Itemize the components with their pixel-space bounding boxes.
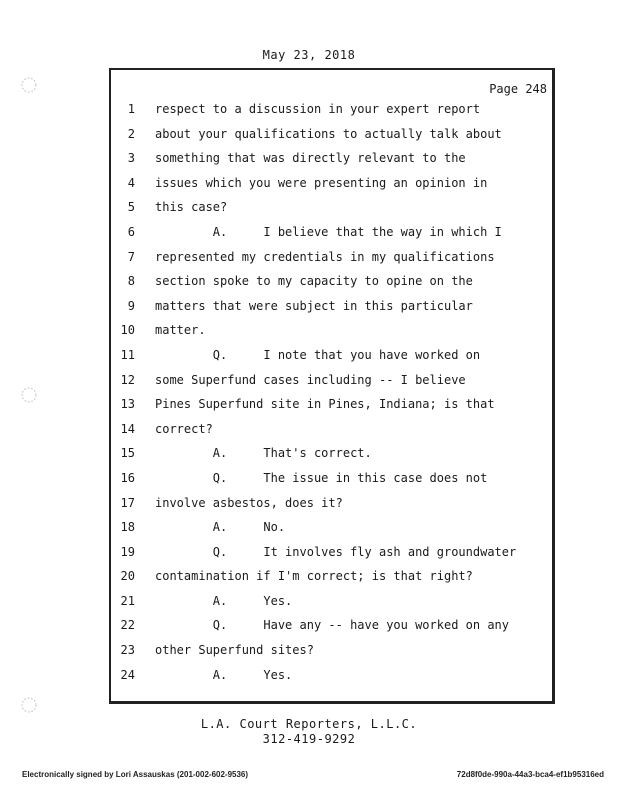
transcript-line bbox=[109, 397, 555, 422]
transcript-line bbox=[109, 176, 555, 201]
line-text: some Superfund cases including -- I believe bbox=[155, 372, 466, 387]
document-id: 72d8f0de-990a-44a3-bca4-ef1b95316ed bbox=[456, 770, 604, 779]
line-text: matters that were subject in this particular bbox=[155, 298, 473, 313]
transcript-line bbox=[109, 422, 555, 447]
line-number: 4 bbox=[127, 175, 135, 190]
line-number: 18 bbox=[120, 520, 135, 535]
line-text: section spoke to my capacity to opine on the bbox=[155, 274, 473, 289]
line-text: other Superfund sites? bbox=[155, 643, 314, 658]
deposition-date: May 23, 2018 bbox=[262, 48, 356, 62]
transcript-line bbox=[109, 323, 555, 348]
electronic-signature: Electronically signed by Lori Assauskas (201-002-602-9536) bbox=[22, 770, 249, 779]
punch-hole-mark-top bbox=[20, 76, 38, 94]
line-number: 11 bbox=[120, 347, 135, 362]
transcript-line bbox=[109, 446, 555, 471]
transcript-line bbox=[109, 299, 555, 324]
line-number: 13 bbox=[120, 397, 135, 412]
line-number: 2 bbox=[127, 126, 135, 141]
court-reporter-phone: 312-419-9292 bbox=[262, 732, 356, 746]
transcript-line bbox=[109, 373, 555, 398]
transcript-line bbox=[109, 643, 555, 668]
line-text: this case? bbox=[155, 200, 228, 215]
transcript-line bbox=[109, 151, 555, 176]
transcript-line bbox=[109, 496, 555, 521]
line-text: correct? bbox=[155, 421, 213, 436]
transcript-line bbox=[109, 471, 555, 496]
line-number: 19 bbox=[120, 544, 135, 559]
line-text: A. Yes. bbox=[155, 667, 293, 682]
line-number: 6 bbox=[127, 224, 135, 239]
transcript-line bbox=[109, 127, 555, 152]
line-text: involve asbestos, does it? bbox=[155, 495, 343, 510]
court-reporter-name: L.A. Court Reporters, L.L.C. bbox=[200, 717, 418, 731]
line-number: 12 bbox=[120, 372, 135, 387]
line-text: Q. The issue in this case does not bbox=[155, 470, 488, 485]
line-text: about your qualifications to actually talk about bbox=[155, 126, 502, 141]
line-text: Q. Have any -- have you worked on any bbox=[155, 618, 510, 633]
line-text: something that was directly relevant to the bbox=[155, 151, 466, 166]
line-text: Pines Superfund site in Pines, Indiana; is that bbox=[155, 397, 495, 412]
line-text: A. No. bbox=[155, 520, 286, 535]
line-text: matter. bbox=[155, 323, 206, 338]
line-number: 22 bbox=[120, 618, 135, 633]
page-number: Page 248 bbox=[489, 82, 547, 96]
transcript-line bbox=[109, 545, 555, 570]
line-text: Q. I note that you have worked on bbox=[155, 347, 481, 362]
line-number: 21 bbox=[120, 593, 135, 608]
line-text: A. That's correct. bbox=[155, 446, 372, 461]
line-text: respect to a discussion in your expert report bbox=[155, 102, 481, 116]
line-number: 5 bbox=[127, 200, 135, 215]
line-number: 24 bbox=[120, 667, 135, 682]
line-text: Q. It involves fly ash and groundwater bbox=[155, 544, 517, 559]
line-number: 14 bbox=[120, 421, 135, 436]
line-number: 3 bbox=[127, 151, 135, 166]
line-number: 23 bbox=[120, 643, 135, 658]
line-number: 15 bbox=[120, 446, 135, 461]
transcript-line bbox=[109, 348, 555, 373]
line-text: issues which you were presenting an opinion in bbox=[155, 175, 488, 190]
transcript-line bbox=[109, 618, 555, 643]
line-text: A. Yes. bbox=[155, 593, 293, 608]
line-number: 10 bbox=[120, 323, 135, 338]
line-text: A. I believe that the way in which I bbox=[155, 224, 502, 239]
line-number: 1 bbox=[127, 102, 135, 116]
line-number: 8 bbox=[127, 274, 135, 289]
line-number: 17 bbox=[120, 495, 135, 510]
line-text: represented my credentials in my qualifications bbox=[155, 249, 495, 264]
line-number: 16 bbox=[120, 470, 135, 485]
line-text: contamination if I'm correct; is that right? bbox=[155, 569, 473, 584]
transcript-line bbox=[109, 225, 555, 250]
line-number: 9 bbox=[127, 298, 135, 313]
transcript-line bbox=[109, 250, 555, 275]
transcript-line bbox=[109, 668, 555, 693]
transcript-line bbox=[109, 274, 555, 299]
transcript-line bbox=[109, 520, 555, 545]
transcript-line bbox=[109, 594, 555, 619]
punch-hole-mark-bottom bbox=[20, 696, 38, 714]
transcript-lines bbox=[109, 102, 555, 692]
transcript-line bbox=[109, 102, 555, 127]
punch-hole-mark-middle bbox=[20, 386, 38, 404]
line-number: 20 bbox=[120, 569, 135, 584]
line-number: 7 bbox=[127, 249, 135, 264]
transcript-line bbox=[109, 200, 555, 225]
transcript-line bbox=[109, 569, 555, 594]
